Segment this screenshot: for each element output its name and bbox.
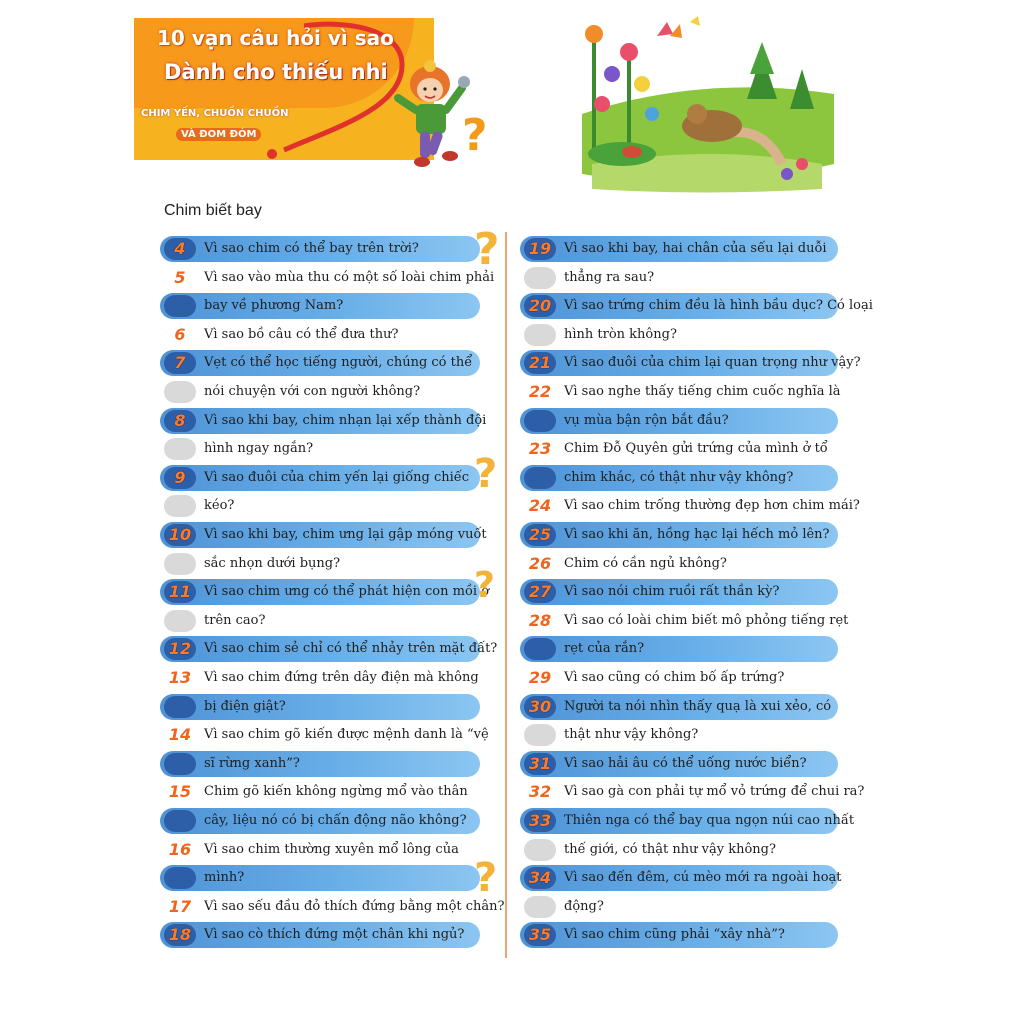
book-title-line2: Dành cho thiếu nhi [164,60,388,84]
question-row [160,236,480,262]
question-row [520,379,841,405]
question-row [160,493,480,519]
question-row [160,436,480,462]
question-row [520,808,855,834]
question-text: Vì sao đến đêm, cú mèo mới ra ngoài hoạt [564,870,842,885]
question-number: 4 [164,238,196,260]
question-row [160,579,490,605]
section-title: Chim biết bay [164,202,262,219]
question-text: Vì sao chim có thể bay trên trời? [204,241,419,256]
book-subtitle-line1: CHIM YẾN, CHUỒN CHUỒN [141,108,289,119]
question-row [160,751,480,777]
question-number: 9 [164,467,196,489]
question-text: Chim có cần ngủ không? [564,556,727,571]
question-text: cây, liệu nó có bị chấn động não không? [204,813,467,828]
question-text: thật như vậy không? [564,727,699,742]
question-number-placeholder [164,867,196,889]
question-text: Vì sao gà con phải tự mổ vỏ trứng để chui ra? [564,784,865,799]
question-text: Vì sao cũng có chim bố ấp trứng? [564,670,785,685]
question-mark-icon: ? [474,224,500,275]
question-number: 14 [168,725,192,744]
question-number-placeholder [524,410,556,432]
question-number: 10 [164,524,196,546]
question-number-placeholder [524,896,556,918]
question-number: 11 [164,581,196,603]
question-number-placeholder [164,381,196,403]
question-text: mình? [204,870,245,885]
question-mark-icon: ? [474,855,498,901]
question-row [520,751,838,777]
question-text: Vì sao khi bay, chim ưng lại gập móng vuốt [204,527,487,542]
book-subtitle-line2: VÀ ĐOM ĐÓM [176,128,261,141]
question-number: 22 [528,382,552,401]
question-row [520,722,838,748]
question-text: kéo? [204,498,235,513]
question-number: 29 [528,668,552,687]
question-text: nói chuyện với con người không? [204,384,421,399]
question-row [160,293,480,319]
question-number: 12 [164,638,196,660]
question-number-placeholder [164,753,196,775]
question-number: 33 [524,810,556,832]
question-text: Chim Đỗ Quyên gửi trứng của mình ở tổ [564,441,828,456]
question-text: Vì sao chim trống thường đẹp hơn chim mái? [564,498,860,513]
question-row [160,608,480,634]
question-mark-icon: ? [474,451,498,497]
question-row [520,922,838,948]
question-text: Vì sao đuôi của chim lại quan trọng như vậy? [564,355,861,370]
question-text: vụ mùa bận rộn bắt đầu? [564,413,729,428]
question-text: Vì sao chim đứng trên dây điện mà không [204,670,479,685]
child-illustration [392,52,472,176]
question-row [520,779,865,805]
question-text: hình ngay ngắn? [204,441,314,456]
question-text: Vì sao nghe thấy tiếng chim cuốc nghĩa là [564,384,841,399]
question-number-placeholder [524,724,556,746]
question-row [520,636,838,662]
question-row [160,665,480,691]
question-row [520,837,838,863]
question-text: bay về phương Nam? [204,298,344,313]
question-number-placeholder [164,495,196,517]
question-text: Vì sao khi bay, chim nhạn lại xếp thành đội [204,413,487,428]
question-text: sắc nhọn dưới bụng? [204,556,341,571]
question-number: 7 [164,352,196,374]
question-number: 5 [174,268,186,287]
question-text: trên cao? [204,613,266,628]
question-row [160,322,480,348]
question-number: 6 [174,325,186,344]
question-number: 19 [524,238,556,260]
question-row [160,894,505,920]
question-text: sĩ rừng xanh”? [204,756,300,771]
question-text: Vì sao khi ăn, hồng hạc lại hếch mỏ lên? [564,527,830,542]
question-row [160,779,480,805]
question-text: Vì sao chim thường xuyên mổ lông của [204,842,459,857]
question-row [520,408,838,434]
question-row [520,579,838,605]
question-row [160,522,487,548]
question-text: Vì sao có loài chim biết mô phỏng tiếng rẹt [564,613,849,628]
question-row [160,865,480,891]
question-text: Vì sao trứng chim đều là hình bầu dục? Có loại [564,298,873,313]
question-row [160,408,487,434]
question-number: 34 [524,867,556,889]
question-number-placeholder [524,324,556,346]
question-row [520,265,838,291]
question-number-placeholder [524,267,556,289]
question-number: 15 [168,782,192,801]
question-row [520,493,860,519]
question-row [160,694,480,720]
question-row [160,265,495,291]
question-text: hình tròn không? [564,327,677,342]
question-number-placeholder [164,810,196,832]
question-text: Vì sao khi bay, hai chân của sếu lại duỗi [564,241,827,256]
question-number-placeholder [524,839,556,861]
question-text: động? [564,899,604,914]
question-number: 13 [168,668,192,687]
question-text: Vì sao sếu đầu đỏ thích đứng bằng một chân? [204,899,505,914]
question-text: Vì sao chim gõ kiến được mệnh danh là “vệ [204,727,489,742]
question-row [160,350,480,376]
question-number-placeholder [164,610,196,632]
question-number-placeholder [164,438,196,460]
question-mark-icon: ? [474,565,495,606]
question-text: Vì sao bồ câu có thể đưa thư? [204,327,399,342]
question-row [520,665,838,691]
question-row [520,293,873,319]
question-number: 23 [528,439,552,458]
question-text: Vì sao cò thích đứng một chân khi ngủ? [204,927,465,942]
question-number-placeholder [164,696,196,718]
question-number: 26 [528,554,552,573]
question-text: Vẹt có thể học tiếng người, chúng có thể [204,355,473,370]
question-text: Vì sao hải âu có thể uống nước biển? [564,756,807,771]
question-row [160,837,480,863]
question-number: 31 [524,753,556,775]
garden-illustration [572,14,834,194]
question-row [520,465,838,491]
question-number-placeholder [164,295,196,317]
question-row [160,465,480,491]
question-number: 27 [524,581,556,603]
question-row [160,379,480,405]
question-number: 17 [168,897,192,916]
question-number: 28 [528,611,552,630]
question-text: Vì sao chim ưng có thể phát hiện con mồi ở [204,584,490,599]
question-text: thế giới, có thật như vậy không? [564,842,776,857]
question-mark-icon: ? [462,110,488,161]
question-row [160,722,489,748]
question-text: rẹt của rắn? [564,641,645,656]
question-row [520,350,861,376]
question-text: Vì sao vào mùa thu có một số loài chim phải [204,270,495,285]
question-number-placeholder [524,638,556,660]
question-number: 21 [524,352,556,374]
question-row [160,808,480,834]
question-number: 18 [164,924,196,946]
question-row [160,636,498,662]
question-row [520,436,838,462]
question-text: Người ta nói nhìn thấy quạ là xui xẻo, có [564,699,832,714]
question-number-placeholder [164,553,196,575]
question-text: thẳng ra sau? [564,270,655,285]
question-row [520,894,838,920]
question-number: 20 [524,295,556,317]
question-row [520,522,838,548]
column-divider [505,232,507,958]
question-text: Vì sao chim cũng phải “xây nhà”? [564,927,785,942]
book-title-line1: 10 vạn câu hỏi vì sao [157,26,394,50]
question-number: 16 [168,840,192,859]
question-number: 32 [528,782,552,801]
question-number: 8 [164,410,196,432]
question-text: Vì sao đuôi của chim yến lại giống chiếc [204,470,470,485]
question-row [520,865,842,891]
question-text: chim khác, có thật như vậy không? [564,470,794,485]
question-text: Vì sao nói chim ruồi rất thần kỳ? [564,584,780,599]
question-number: 25 [524,524,556,546]
question-text: bị điện giật? [204,699,286,714]
question-text: Thiên nga có thể bay qua ngọn núi cao nhất [564,813,855,828]
question-text: Chim gõ kiến không ngừng mổ vào thân [204,784,468,799]
question-number-placeholder [524,467,556,489]
question-number: 30 [524,696,556,718]
question-row [520,694,838,720]
question-number: 35 [524,924,556,946]
question-row [520,608,849,634]
question-row [520,322,838,348]
question-row [520,236,838,262]
question-row [160,922,480,948]
question-text: Vì sao chim sẻ chỉ có thể nhảy trên mặt đất? [204,641,498,656]
question-row [160,551,480,577]
question-row [520,551,838,577]
question-number: 24 [528,496,552,515]
